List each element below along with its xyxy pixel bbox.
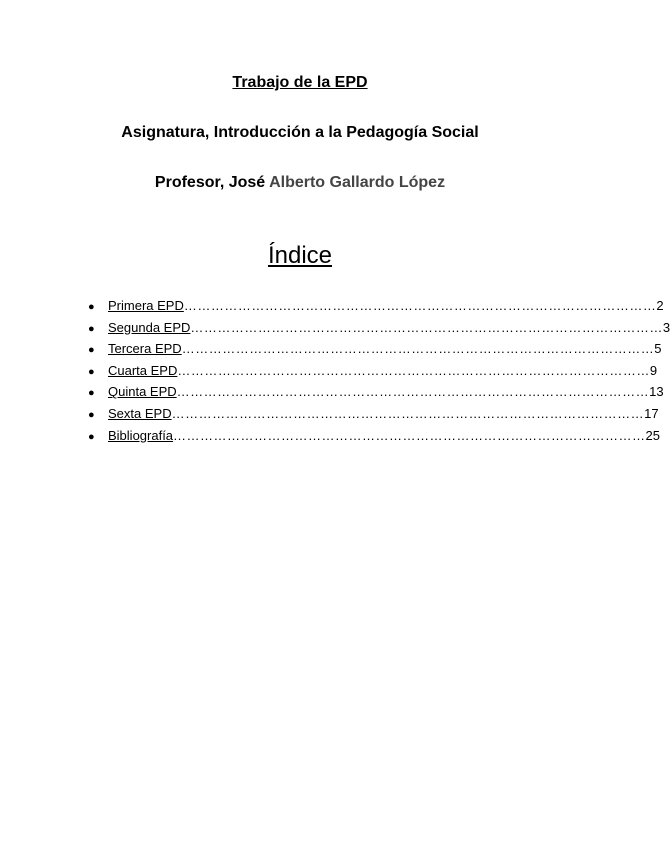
toc-item[interactable] (88, 404, 659, 426)
dot-leader: …………………………………………………………………………………………… (190, 319, 663, 335)
table-of-contents (88, 296, 670, 447)
toc-item-page: 3 (662, 319, 670, 335)
toc-item[interactable] (88, 339, 662, 361)
toc-item-label[interactable]: Quinta EPD (108, 384, 177, 400)
toc-item-page: 17 (644, 405, 659, 421)
index-heading: Índice (267, 242, 333, 269)
bullet-icon: ● (88, 430, 95, 443)
toc-item-label[interactable]: Bibliografía (108, 427, 174, 443)
dot-leader: …………………………………………………………………………………………… (183, 298, 657, 313)
dot-leader: …………………………………………………………………………………………… (177, 362, 650, 378)
bullet-icon: ● (88, 344, 95, 357)
dot-leader: …………………………………………………………………………………………… (176, 384, 650, 400)
professor-prefix: Profesor, José (154, 174, 266, 191)
dot-leader: …………………………………………………………………………………………… (173, 427, 646, 443)
toc-item-label[interactable]: Sexta EPD (108, 405, 172, 421)
toc-item-label[interactable]: Tercera EPD (108, 341, 182, 357)
toc-item-page: 13 (649, 384, 664, 400)
dot-leader: …………………………………………………………………………………………… (171, 405, 645, 421)
bullet-icon: ● (88, 322, 95, 335)
dot-leader: …………………………………………………………………………………………… (181, 341, 655, 357)
bullet-icon: ● (88, 408, 95, 421)
toc-item[interactable] (88, 318, 670, 340)
subject-line: Asignatura, Introducción a la Pedagogía Social (121, 124, 479, 141)
bullet-icon: ● (88, 365, 95, 378)
toc-item-label[interactable]: Primera EPD (108, 298, 184, 313)
toc-item-label[interactable]: Segunda EPD (108, 319, 191, 335)
professor-name: Alberto Gallardo López (269, 174, 446, 191)
toc-item-label[interactable]: Cuarta EPD (108, 362, 178, 378)
professor-line (0, 174, 600, 192)
bullet-icon: ● (88, 301, 95, 313)
toc-item-page: 2 (656, 298, 664, 313)
toc-item[interactable] (88, 296, 664, 318)
toc-item-page: 9 (649, 362, 658, 378)
document-title: Trabajo de la EPD (232, 74, 368, 91)
toc-item[interactable] (88, 382, 664, 404)
bullet-icon: ● (88, 387, 95, 400)
toc-item-page: 5 (654, 341, 662, 357)
toc-item[interactable] (88, 361, 658, 383)
toc-item-page: 25 (645, 427, 661, 443)
toc-item[interactable] (88, 426, 661, 448)
